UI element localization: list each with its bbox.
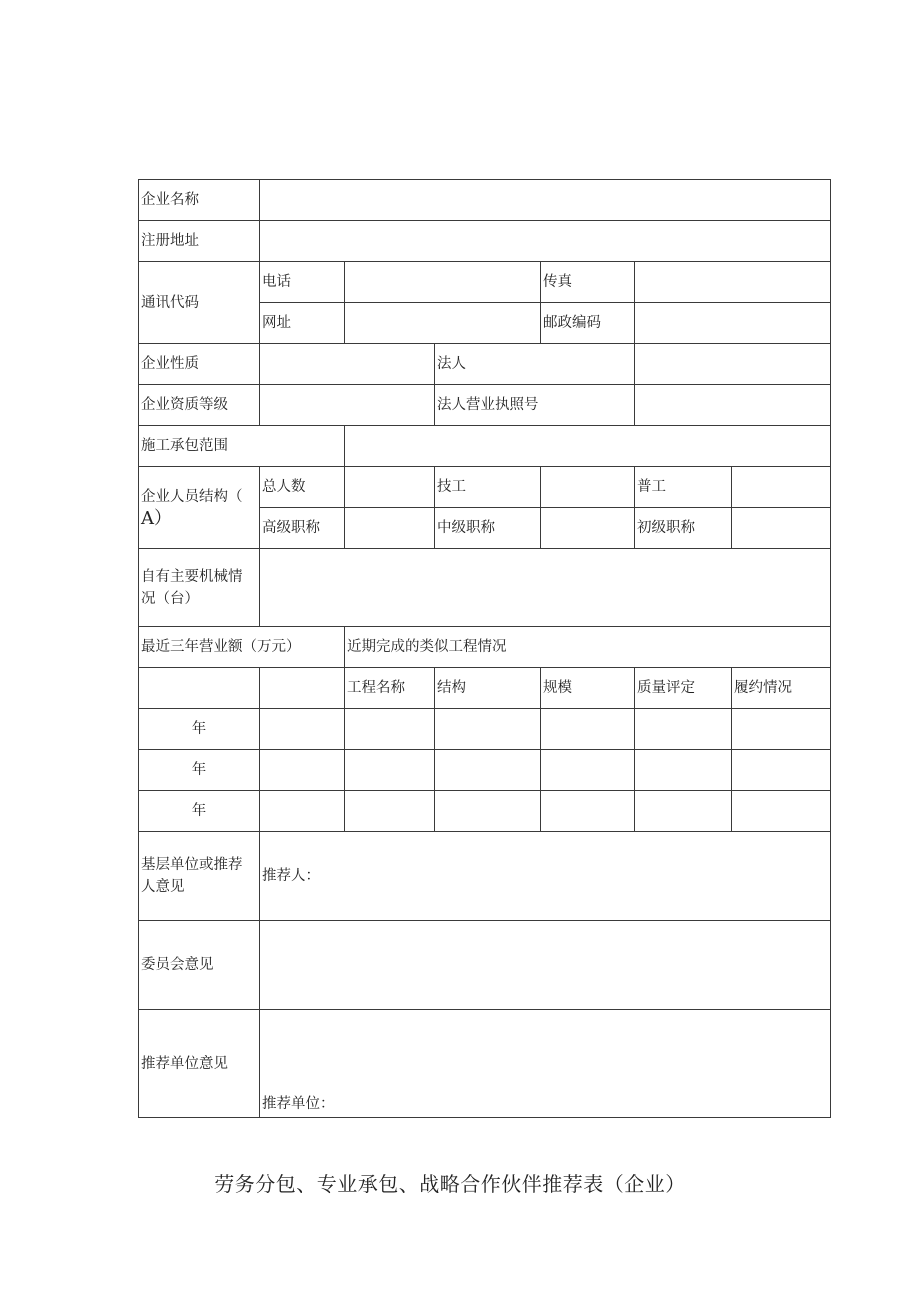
fax-label: 传真 <box>541 262 635 303</box>
revenue-header-cell <box>260 668 345 709</box>
form-title: 劳务分包、专业承包、战略合作伙伴推荐表（企业） <box>214 1172 686 1196</box>
machinery-line1: 自有主要机械情 <box>141 568 243 585</box>
total-staff-label: 总人数 <box>260 467 345 508</box>
performance-header: 履约情况 <box>732 668 831 709</box>
total-staff-field[interactable] <box>345 467 435 508</box>
registered-address-label: 注册地址 <box>139 221 260 262</box>
quality-field-2[interactable] <box>635 750 732 791</box>
registered-address-field[interactable] <box>260 221 831 262</box>
postal-code-label: 邮政编码 <box>541 303 635 344</box>
qualification-level-field[interactable] <box>260 385 435 426</box>
senior-title-label: 高级职称 <box>260 508 345 549</box>
grassroots-opinion-line1: 基层单位或推荐 <box>141 857 243 873</box>
website-field[interactable] <box>345 303 541 344</box>
committee-opinion-label: 委员会意见 <box>139 921 260 1010</box>
machinery-label <box>139 549 260 627</box>
general-worker-label: 普工 <box>635 467 732 508</box>
recommending-unit-label: 推荐单位： <box>262 1096 335 1112</box>
company-nature-field[interactable] <box>260 344 435 385</box>
performance-field-3[interactable] <box>732 791 831 832</box>
company-name-field[interactable] <box>260 180 831 221</box>
contract-scope-field[interactable] <box>345 426 831 467</box>
committee-opinion-field[interactable] <box>260 921 831 1010</box>
phone-field[interactable] <box>345 262 541 303</box>
junior-title-field[interactable] <box>732 508 831 549</box>
fax-field[interactable] <box>635 262 831 303</box>
revenue-3y-label: 最近三年营业额（万元） <box>139 627 345 668</box>
grassroots-opinion-line2: 人意见 <box>141 879 185 895</box>
revenue-field-1[interactable] <box>260 709 345 750</box>
revenue-field-2[interactable] <box>260 750 345 791</box>
company-name-label: 企业名称 <box>139 180 260 221</box>
structure-field-3[interactable] <box>435 791 541 832</box>
machinery-line2: 况（台） <box>141 590 199 607</box>
grassroots-opinion-field[interactable] <box>260 832 831 921</box>
grassroots-opinion-label <box>139 832 260 921</box>
recommending-unit-opinion-field[interactable] <box>260 1010 831 1118</box>
legal-person-label: 法人 <box>435 344 635 385</box>
skilled-worker-field[interactable] <box>541 467 635 508</box>
skilled-worker-label: 技工 <box>435 467 541 508</box>
quality-field-1[interactable] <box>635 709 732 750</box>
project-name-header: 工程名称 <box>345 668 435 709</box>
year-label-3: 年 <box>139 791 260 832</box>
contact-code-label: 通讯代码 <box>139 262 260 344</box>
project-name-field-3[interactable] <box>345 791 435 832</box>
contract-scope-label: 施工承包范围 <box>139 426 345 467</box>
performance-field-1[interactable] <box>732 709 831 750</box>
recommender-label: 推荐人： <box>262 868 320 884</box>
scale-field-3[interactable] <box>541 791 635 832</box>
performance-field-2[interactable] <box>732 750 831 791</box>
year-label-2: 年 <box>139 750 260 791</box>
middle-title-field[interactable] <box>541 508 635 549</box>
senior-title-field[interactable] <box>345 508 435 549</box>
recommendation-form-table <box>138 179 831 1118</box>
year-label-1: 年 <box>139 709 260 750</box>
postal-code-field[interactable] <box>635 303 831 344</box>
business-license-field[interactable] <box>635 385 831 426</box>
structure-header: 结构 <box>435 668 541 709</box>
staff-structure-line2: A） <box>141 507 172 529</box>
revenue-field-3[interactable] <box>260 791 345 832</box>
general-worker-field[interactable] <box>732 467 831 508</box>
quality-field-3[interactable] <box>635 791 732 832</box>
middle-title-label: 中级职称 <box>435 508 541 549</box>
scale-field-2[interactable] <box>541 750 635 791</box>
recommending-unit-opinion-label: 推荐单位意见 <box>139 1010 260 1118</box>
scale-header: 规模 <box>541 668 635 709</box>
junior-title-label: 初级职称 <box>635 508 732 549</box>
company-nature-label: 企业性质 <box>139 344 260 385</box>
recent-projects-label: 近期完成的类似工程情况 <box>345 627 831 668</box>
staff-structure-line1: 企业人员结构（ <box>141 488 243 505</box>
structure-field-2[interactable] <box>435 750 541 791</box>
phone-label: 电话 <box>260 262 345 303</box>
structure-field-1[interactable] <box>435 709 541 750</box>
scale-field-1[interactable] <box>541 709 635 750</box>
legal-person-field[interactable] <box>635 344 831 385</box>
project-name-field-2[interactable] <box>345 750 435 791</box>
quality-rating-header: 质量评定 <box>635 668 732 709</box>
year-header-cell <box>139 668 260 709</box>
project-name-field-1[interactable] <box>345 709 435 750</box>
staff-structure-label <box>139 467 260 549</box>
website-label: 网址 <box>260 303 345 344</box>
machinery-field[interactable] <box>260 549 831 627</box>
business-license-label: 法人营业执照号 <box>435 385 635 426</box>
qualification-level-label: 企业资质等级 <box>139 385 260 426</box>
